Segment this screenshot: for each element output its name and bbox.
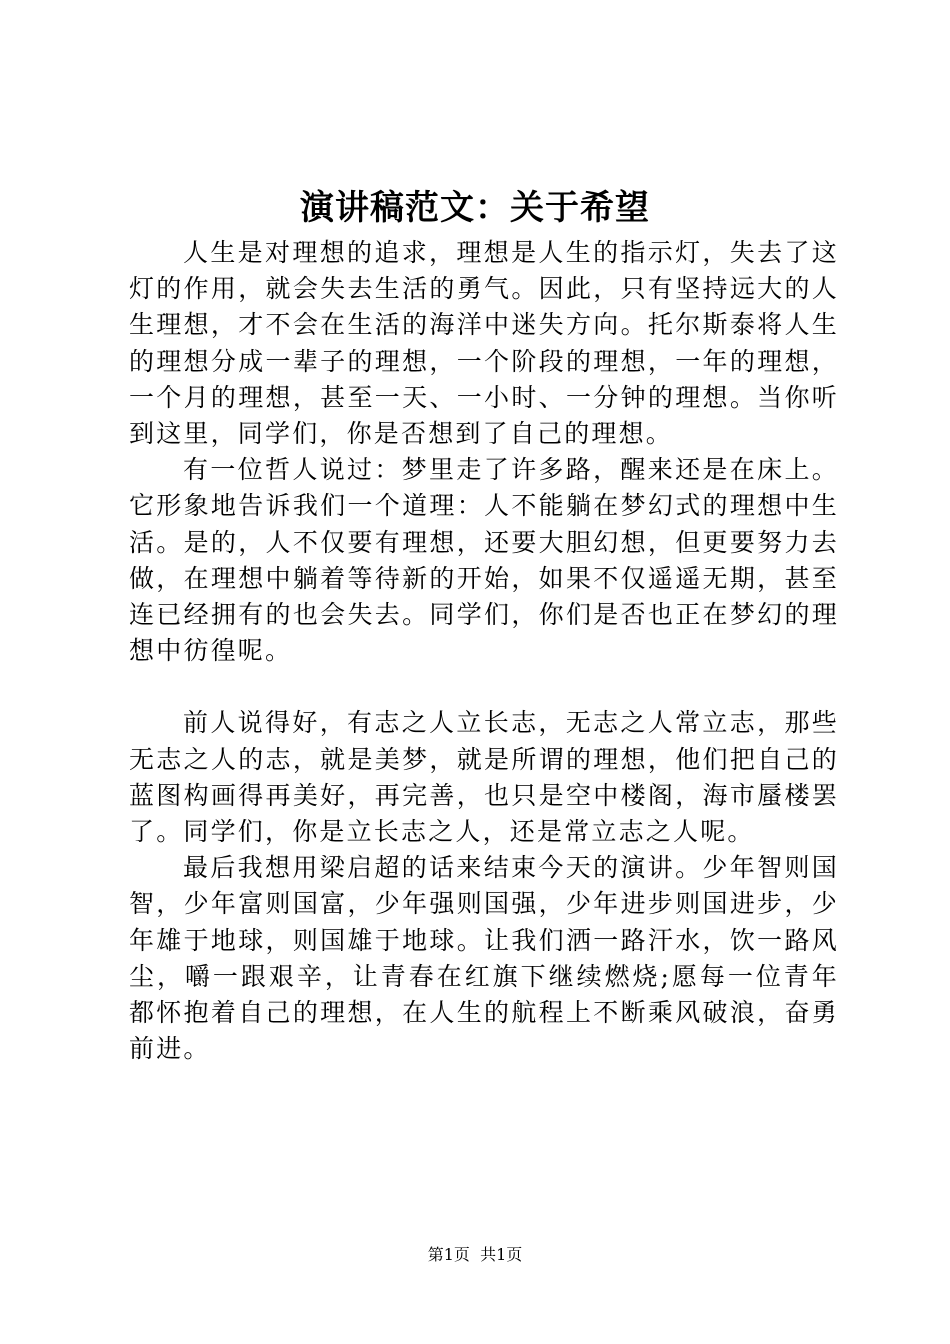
paragraph-spacer — [129, 669, 839, 705]
page-number: 第1页 — [427, 1245, 470, 1264]
page-total: 共1页 — [480, 1245, 523, 1264]
document-title: 演讲稿范文：关于希望 — [300, 188, 650, 228]
page-footer — [0, 1244, 950, 1266]
paragraph-4: 最后我想用梁启超的话来结束今天的演讲。少年智则国智，少年富则国富，少年强则国强，少年进步则国进步，少年雄于地球，则国雄于地球。让我们洒一路汗水，饮一路风尘，嚼一跟艰辛，让青春在红旗下继续燃烧;愿每一位青年都怀抱着自己的理想，在人生的航程上不断乘风破浪，奋勇前进。 — [129, 853, 839, 1064]
paragraph-2: 有一位哲人说过：梦里走了许多路，醒来还是在床上。它形象地告诉我们一个道理：人不能躺在梦幻式的理想中生活。是的，人不仅要有理想，还要大胆幻想，但更要努力去做，在理想中躺着等待新的开始，如果不仅遥遥无期，甚至连已经拥有的也会失去。同学们，你们是否也正在梦幻的理想中彷徨呢。 — [129, 455, 839, 666]
paragraph-1: 人生是对理想的追求，理想是人生的指示灯，失去了这灯的作用，就会失去生活的勇气。因此，只有坚持远大的人生理想，才不会在生活的海洋中迷失方向。托尔斯泰将人生的理想分成一辈子的理想，一个阶段的理想，一年的理想，一个月的理想，甚至一天、一小时、一分钟的理想。当你听到这里，同学们，你是否想到了自己的理想。 — [129, 238, 839, 449]
document-body — [129, 235, 839, 1067]
paragraph-3: 前人说得好，有志之人立长志，无志之人常立志，那些无志之人的志，就是美梦，就是所谓的理想，他们把自己的蓝图构画得再美好，再完善，也只是空中楼阁，海市蜃楼罢了。同学们，你是立长志之人，还是常立志之人呢。 — [129, 708, 839, 847]
footer-separator — [470, 1245, 480, 1264]
